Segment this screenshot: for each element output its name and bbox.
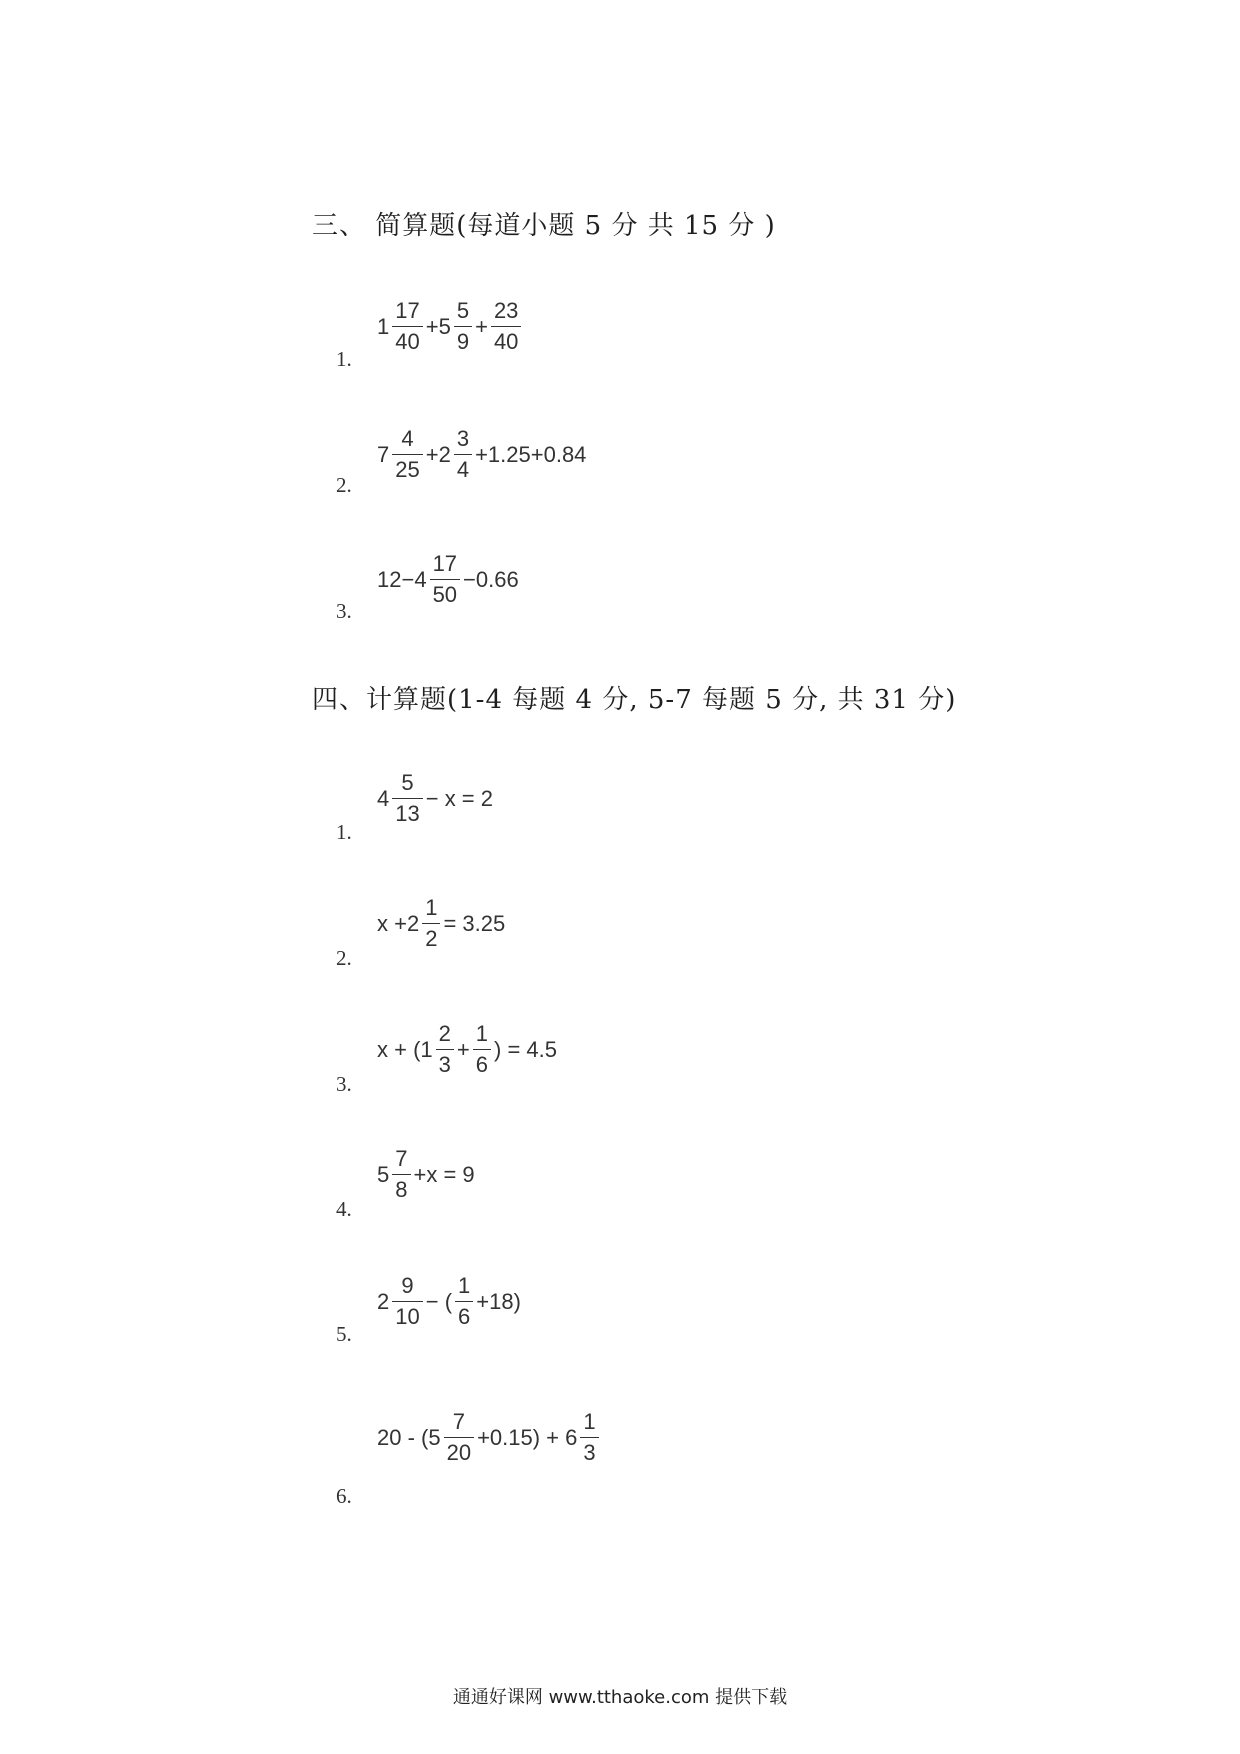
fraction: $\frac{5}{13}$ — [392, 772, 422, 825]
term: 12−4 — [377, 566, 427, 592]
fraction: $\frac{2}{3}$ — [436, 1023, 454, 1076]
problem-3-1-number: 1. — [336, 347, 352, 371]
fraction: $\frac{7}{8}$ — [392, 1148, 410, 1201]
problem-3-1-expression — [376, 300, 523, 353]
problem-4-2-expression — [376, 897, 506, 950]
term: +2 — [425, 441, 451, 467]
term: 1 — [377, 313, 390, 339]
problem-4-2-number: 2. — [336, 946, 352, 970]
term: + — [475, 313, 488, 339]
problem-4-4-expression — [376, 1148, 476, 1201]
term: +18) — [476, 1288, 521, 1314]
problem-3-3-number: 3. — [336, 599, 352, 623]
term: 20 - (5 — [377, 1424, 441, 1450]
fraction: $\frac{5}{9}$ — [454, 300, 472, 353]
fraction: $\frac{17}{40}$ — [392, 300, 422, 353]
term: x + (1 — [377, 1036, 433, 1062]
fraction: $\frac{4}{25}$ — [392, 428, 422, 481]
term: + — [456, 1036, 470, 1062]
term: − x = 2 — [425, 785, 494, 811]
term: 4 — [377, 785, 390, 811]
problem-4-4-number: 4. — [336, 1197, 352, 1221]
problem-4-6-expression — [376, 1411, 601, 1464]
term: +0.15) + 6 — [477, 1424, 578, 1450]
problem-3-2-expression — [376, 428, 587, 481]
term: = 3.25 — [443, 910, 506, 936]
term: 7 — [377, 441, 390, 467]
problem-4-3-expression — [376, 1023, 558, 1076]
term: 5 — [377, 1161, 390, 1187]
problem-4-5-number: 5. — [336, 1322, 352, 1346]
problem-3-3-expression — [376, 553, 520, 606]
fraction: $\frac{17}{50}$ — [430, 553, 460, 606]
fraction: $\frac{23}{40}$ — [491, 300, 521, 353]
section-three-title: 三、 简算题(每道小题 5 分 共 15 分 ) — [312, 211, 776, 241]
term: −0.66 — [463, 566, 519, 592]
term: +5 — [425, 313, 451, 339]
problem-4-1-number: 1. — [336, 820, 352, 844]
section-four-title: 四、计算题(1-4 每题 4 分, 5-7 每题 5 分, 共 31 分) — [312, 685, 957, 715]
term: +1.25+0.84 — [475, 441, 587, 467]
term: − ( — [425, 1288, 453, 1314]
problem-4-6-number: 6. — [336, 1484, 352, 1508]
term: 2 — [377, 1288, 390, 1314]
problem-4-1-expression — [376, 772, 494, 825]
fraction: $\frac{3}{4}$ — [454, 428, 472, 481]
term: ) = 4.5 — [494, 1036, 557, 1062]
problem-4-3-number: 3. — [336, 1072, 352, 1096]
problem-4-5-expression — [376, 1275, 522, 1328]
term: x +2 — [377, 910, 420, 936]
fraction: $\frac{9}{10}$ — [392, 1275, 422, 1328]
term: +x = 9 — [413, 1161, 475, 1187]
fraction: $\frac{1}{2}$ — [422, 897, 440, 950]
fraction: $\frac{1}{3}$ — [580, 1411, 598, 1464]
footer-credit: 通通好课网 www.tthaoke.com 提供下载 — [452, 1687, 788, 1708]
fraction: $\frac{1}{6}$ — [455, 1275, 473, 1328]
problem-3-2-number: 2. — [336, 473, 352, 497]
fraction: $\frac{7}{20}$ — [444, 1411, 474, 1464]
fraction: $\frac{1}{6}$ — [473, 1023, 491, 1076]
